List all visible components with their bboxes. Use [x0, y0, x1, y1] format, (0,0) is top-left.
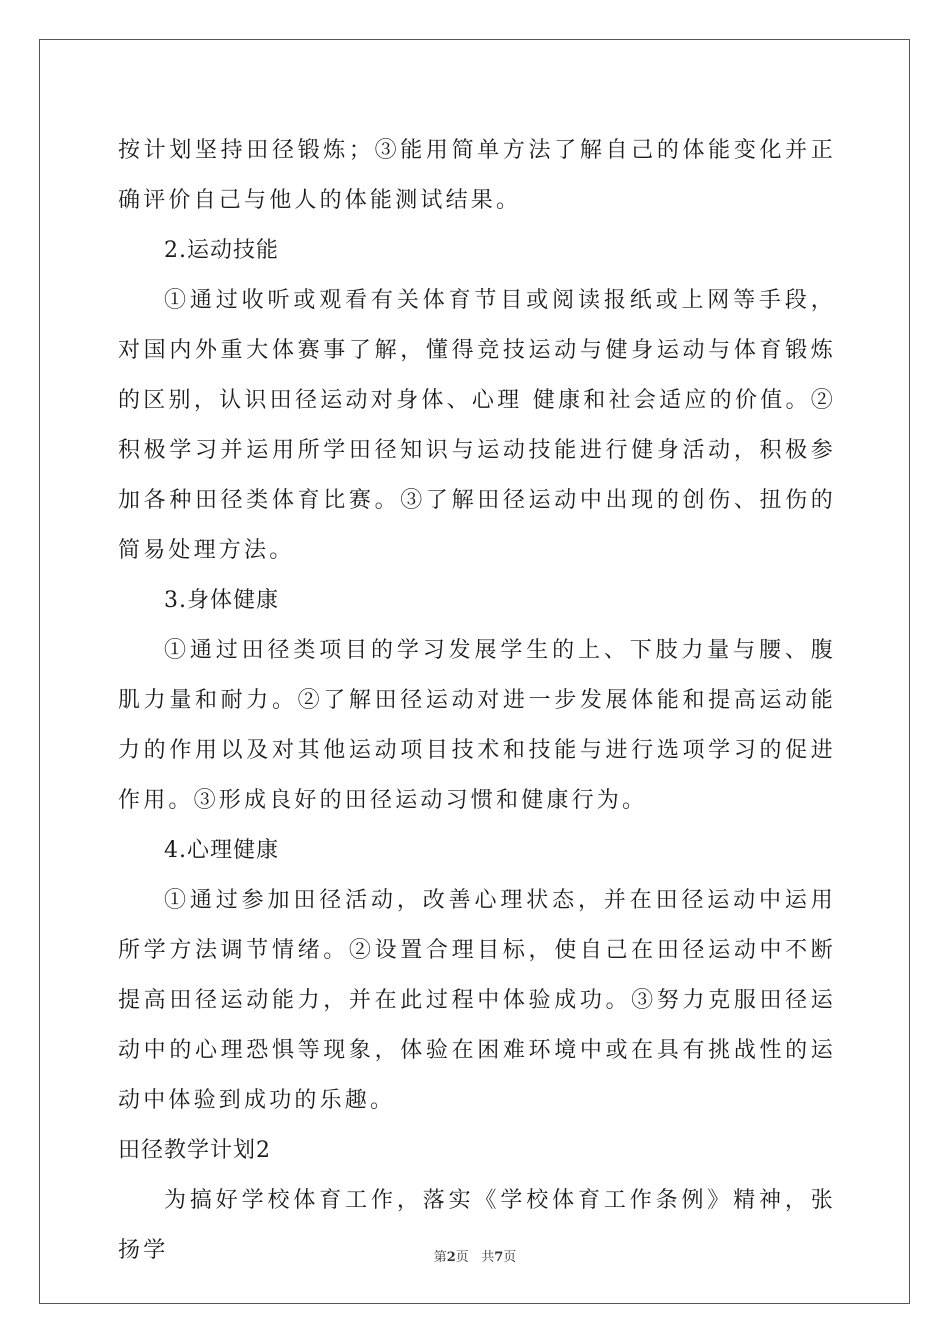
section-title: 田径教学计划2: [118, 1138, 271, 1163]
subheading-mental-health: 4.心理健康: [164, 838, 279, 863]
subheading-motor-skills: 2.运动技能: [164, 238, 279, 263]
paragraph-physical-health: ①通过田径类项目的学习发展学生的上、下肢力量与腰、腹肌力量和耐力。②了解田径运动对进一步发展体能和提高运动能力的作用以及对其他运动项目技术和技能与进行选项学习的促进作用。③形成良好的田径运动习惯和健康行为。: [118, 638, 836, 813]
total-prefix: 共: [481, 1250, 495, 1265]
page-footer: [0, 1246, 950, 1265]
paragraph-mental-health: ①通过参加田径活动，改善心理状态，并在田径运动中运用所学方法调节情绪。②设置合理目标，使自己在田径运动中不断提高田径运动能力，并在此过程中体验成功。③努力克服田径运动中的心理恐惧等现象，体验在困难环境中或在具有挑战性的运动中体验到成功的乐趣。: [118, 888, 836, 1113]
subheading-physical-health: 3.身体健康: [164, 588, 279, 613]
page-number: 2: [446, 1250, 456, 1265]
page-suffix: 页: [455, 1250, 469, 1265]
paragraph-continued: 按计划坚持田径锻炼；③能用简单方法了解自己的体能变化并正确评价自己与他人的体能测试结果。: [118, 138, 836, 213]
paragraph-motor-skills: ①通过收听或观看有关体育节目或阅读报纸或上网等手段，对国内外重大体赛事了解，懂得竞技运动与健身运动与体育锻炼的区别，认识田径运动对身体、心理 健康和社会适应的价值。②积极学习并运用所学田径知识与运动技能进行健身活动，积极参加各种田径类体育比赛。③了解田径运动中出现的创伤、扭伤的简易处理方法。: [118, 288, 836, 563]
total-pages: 7: [494, 1250, 504, 1265]
document-body: [118, 126, 836, 1276]
total-suffix: 页: [503, 1250, 517, 1265]
paragraph-intro: 为搞好学校体育工作，落实《学校体育工作条例》精神，张扬学: [118, 1188, 836, 1263]
page-prefix: 第: [433, 1250, 447, 1265]
